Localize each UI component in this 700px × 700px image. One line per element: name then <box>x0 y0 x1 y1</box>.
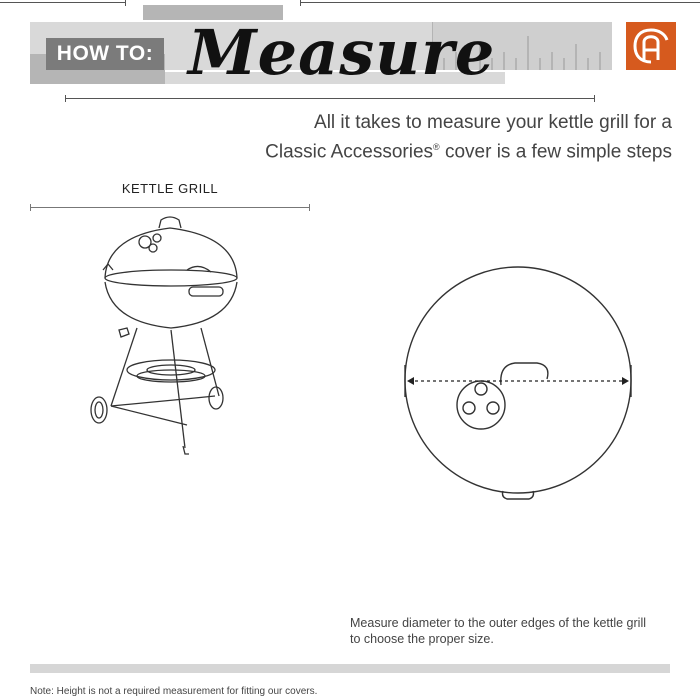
footer-band <box>30 664 670 673</box>
page-title: Measure <box>188 16 496 89</box>
intro-line-2-rest: cover is a few simple steps <box>439 141 672 163</box>
header-top-rule-left-tick <box>125 0 126 6</box>
intro-text <box>202 110 672 164</box>
header-top-rule-right-tick <box>300 0 301 6</box>
intro-line-1: All it takes to measure your kettle grill for a <box>314 112 672 133</box>
header-bottom-rule-tick-left <box>65 95 66 102</box>
caption-line-2: to choose the proper size. <box>350 632 494 646</box>
intro-line-2 <box>202 135 672 164</box>
header-top-rule-left <box>0 2 125 3</box>
registered-mark: ® <box>433 142 440 152</box>
section-title: KETTLE GRILL <box>121 181 219 196</box>
logo-icon <box>626 22 676 70</box>
footer-note: Note: Height is not a required measurement for fitting our covers. <box>30 686 318 697</box>
howto-label: HOW TO: <box>46 38 164 70</box>
header-bottom-rule-tick-right <box>594 95 595 102</box>
intro-brand: Classic Accessories <box>265 141 434 163</box>
caption-line-1: Measure diameter to the outer edges of the kettle grill <box>350 616 646 630</box>
grill-top-view-diagram <box>395 255 645 515</box>
section-title-rule <box>30 207 310 208</box>
header-top-rule-right <box>300 2 700 3</box>
section-title-rule-tick-left <box>30 204 31 211</box>
kettle-grill-illustration <box>75 210 255 460</box>
measure-caption <box>350 615 685 647</box>
header-bottom-rule <box>65 98 595 99</box>
section-title-rule-tick-right <box>309 204 310 211</box>
